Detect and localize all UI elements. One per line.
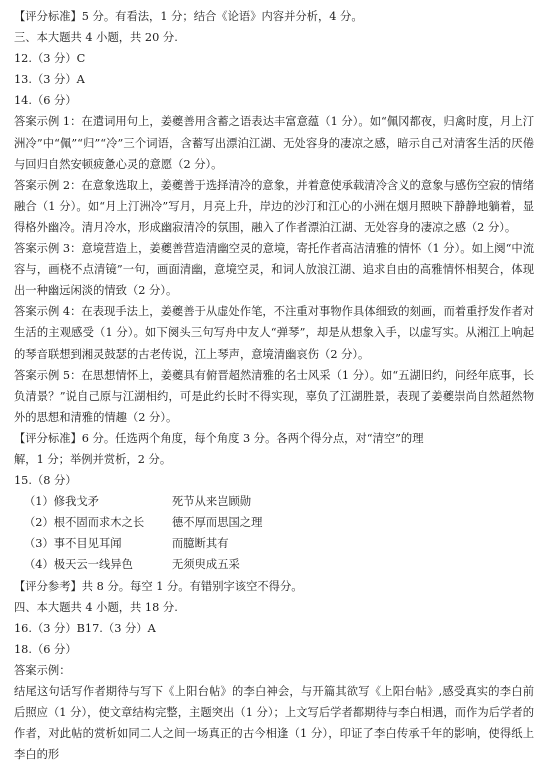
q15-row-3 xyxy=(14,533,534,554)
q15-row-3-left: （3）事不目见耳闻 xyxy=(24,537,122,551)
answer-example-4: 答案示例 4：在表现手法上，姜夔善于从虚处作笔，不注重对事物作具体细致的刻画，而着重抒发作者对生活的主观感受（1 分）。如下阕头三句写舟中友人“弹琴”，却是从想象入手，以虚写实。从湘江上响起的琴音联想到湘灵鼓瑟的古老传说，江上琴声，意境清幽哀伤（2 分）。 xyxy=(14,305,534,361)
scoring-standard-14-a: 【评分标准】6 分。任选两个角度，每个角度 3 分。各两个得分点，对“清空”的理 xyxy=(14,431,424,445)
section-4-heading: 四、本大题共 4 小题，共 18 分. xyxy=(14,600,178,614)
answer-example-5: 答案示例 5：在思想情怀上，姜夔具有俯晋超然清雅的名士风采（1 分）。如“五湖旧约，问经年底事，长负清景？”说自己原与江湖相约，可是此约长时不得实现，辜负了江湖胜景，表现了姜夔崇尚自然超然物外的思想和清雅的情趣（2 分）。 xyxy=(14,368,534,424)
q15-row-2 xyxy=(14,512,534,533)
q15-row-1-right: 死节从来岂顾勋 xyxy=(172,495,252,509)
scoring-reference-15: 【评分参考】共 8 分。每空 1 分。有错别字该空不得分。 xyxy=(14,579,303,593)
section-3-heading: 三、本大题共 4 小题，共 20 分. xyxy=(14,31,178,45)
q15-row-2-right: 德不厚而思国之理 xyxy=(172,516,263,530)
q15-row-3-right: 而臆断其有 xyxy=(172,537,229,551)
answer-example-1: 答案示例 1：在遣词用句上，姜夔善用含蓄之语表达丰富意蕴（1 分）。如“佩冈都夜，归禽时度，月上汀洲冷”中“佩”“归”“冷”三个词语，含蓄写出漂泊江湖、无处容身的凄凉之感，暗示自己对清客生活的厌倦与回归自然安顿疲惫心灵的意愿（2 分）。 xyxy=(14,115,534,171)
q15-row-2-left: （2）根不固而求木之长 xyxy=(24,516,145,530)
answer-q12: 12.（3 分）C xyxy=(14,52,86,66)
q15-row-4 xyxy=(14,554,534,575)
answer-example-label: 答案示例： xyxy=(14,663,71,677)
scoring-standard-13: 【评分标准】5 分。有看法，1 分；结合《论语》内容并分析，4 分。 xyxy=(14,10,363,23)
answer-q14-title: 14.（6 分） xyxy=(14,94,77,108)
answer-q16-q17: 16.（3 分）B17.（3 分）A xyxy=(14,621,156,635)
q15-row-1-left: （1）修我戈矛 xyxy=(24,495,99,509)
answer-q18-body: 结尾这句话写作者期待与写下《上阳台帖》的李白神会，与开篇其欲写《上阳台帖》,感受真实的李白前后照应（1 分），使文章结构完整，主题突出（1 分）；上文写后学者都期待与李白相遇，而作为后学者的作者，对此帖的赏析如同二人之间一场真正的古今相逢（1 分），印证了李白传承千年的影响，使得纸上李白的形 xyxy=(14,685,534,762)
answer-q18-title: 18.（6 分） xyxy=(14,642,77,656)
scoring-standard-14-b: 解，1 分；举例并赏析，2 分。 xyxy=(14,452,172,466)
answer-example-2: 答案示例 2：在意象选取上，姜夔善于选择清冷的意象，并着意使承载清冷含义的意象与感伤空寂的情绪融合（1 分）。如“月上汀洲冷”写月，月亮上升，岸边的沙汀和江心的小洲在烟月照映下静静地躺着，显得格外幽冷。清月冷水，形成幽寂清冷的氛围，融入了作者漂泊江湖、无处容身的凄凉之感（2 分）。 xyxy=(14,178,534,234)
q15-row-4-right: 无须臾成五采 xyxy=(172,558,240,572)
answer-q15-title: 15.（8 分） xyxy=(14,474,77,488)
answer-q13: 13.（3 分）A xyxy=(14,73,85,87)
q15-row-1 xyxy=(14,491,534,512)
answer-example-3: 答案示例 3：意境营造上，姜夔善营造清幽空灵的意境，寄托作者高洁清雅的情怀（1 分）。如上阕“中流容与，画桡不点清镜”一句，画面清幽，意境空灵，和词人放浪江湖、追求自由的高雅情怀相契合，体现出一种幽远闲淡的情致（2 分）。 xyxy=(14,242,534,298)
q15-row-4-left: （4）极天云一线异色 xyxy=(24,558,133,572)
